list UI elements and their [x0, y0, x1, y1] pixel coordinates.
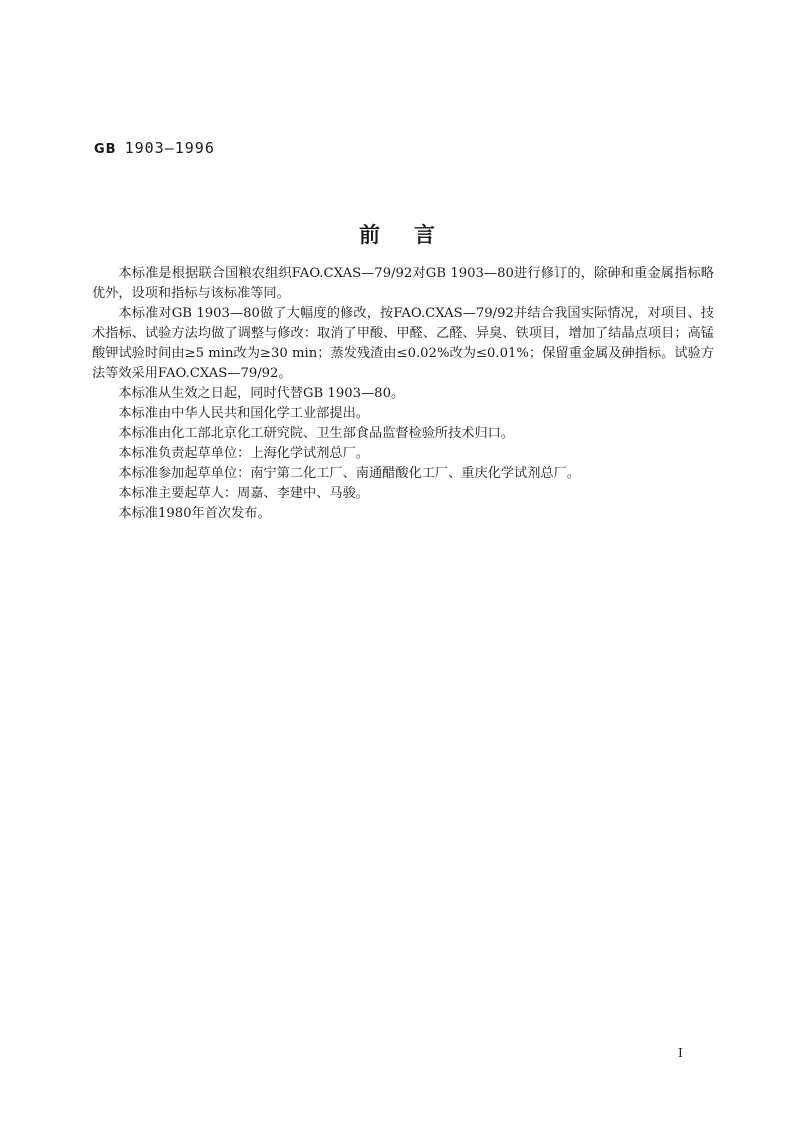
page-title: 前言	[359, 223, 469, 247]
paragraph-revision-basis: 本标准是根据联合国粮农组织FAO.CXAS—79/92对GB 1903—80进行修订的，除砷和重金属指标略优外，设项和指标与该标准等同。	[92, 266, 714, 301]
standard-prefix: GB	[94, 142, 117, 157]
paragraph-participating-drafters: 本标准参加起草单位：南宁第二化工厂、南通醋酸化工厂、重庆化学试剂总厂。	[118, 466, 580, 481]
paragraph-technical-centralization: 本标准由化工部北京化工研究院、卫生部食品监督检验所技术归口。	[118, 426, 515, 441]
paragraph-responsible-drafter: 本标准负责起草单位：上海化学试剂总厂。	[118, 446, 369, 461]
foreword-body	[92, 264, 714, 524]
paragraph-supersedes: 本标准从生效之日起，同时代替GB 1903—80。	[118, 386, 405, 401]
standard-number: 1903—1996	[124, 139, 215, 157]
standard-code	[94, 139, 215, 157]
page-number: I	[678, 1046, 683, 1060]
paragraph-first-issued: 本标准1980年首次发布。	[118, 506, 271, 521]
paragraph-main-drafters: 本标准主要起草人：周嘉、李建中、马骏。	[118, 486, 369, 501]
paragraph-proposed-by: 本标准由中华人民共和国化学工业部提出。	[118, 406, 369, 421]
paragraph-changes: 本标准对GB 1903—80做了大幅度的修改，按FAO.CXAS—79/92并结合我国实际情况，对项目、技术指标、试验方法均做了调整与修改：取消了甲酸、甲醛、乙醛、异臭、铁项目，增加了结晶点项目；高锰酸钾试验时间由≥5 min改为≥30 min；蒸发残渣由≤0.02%改为≤0.01%；保留重金属及砷指标。试验方法等效采用FAO.CXAS—79/92。	[92, 306, 714, 381]
